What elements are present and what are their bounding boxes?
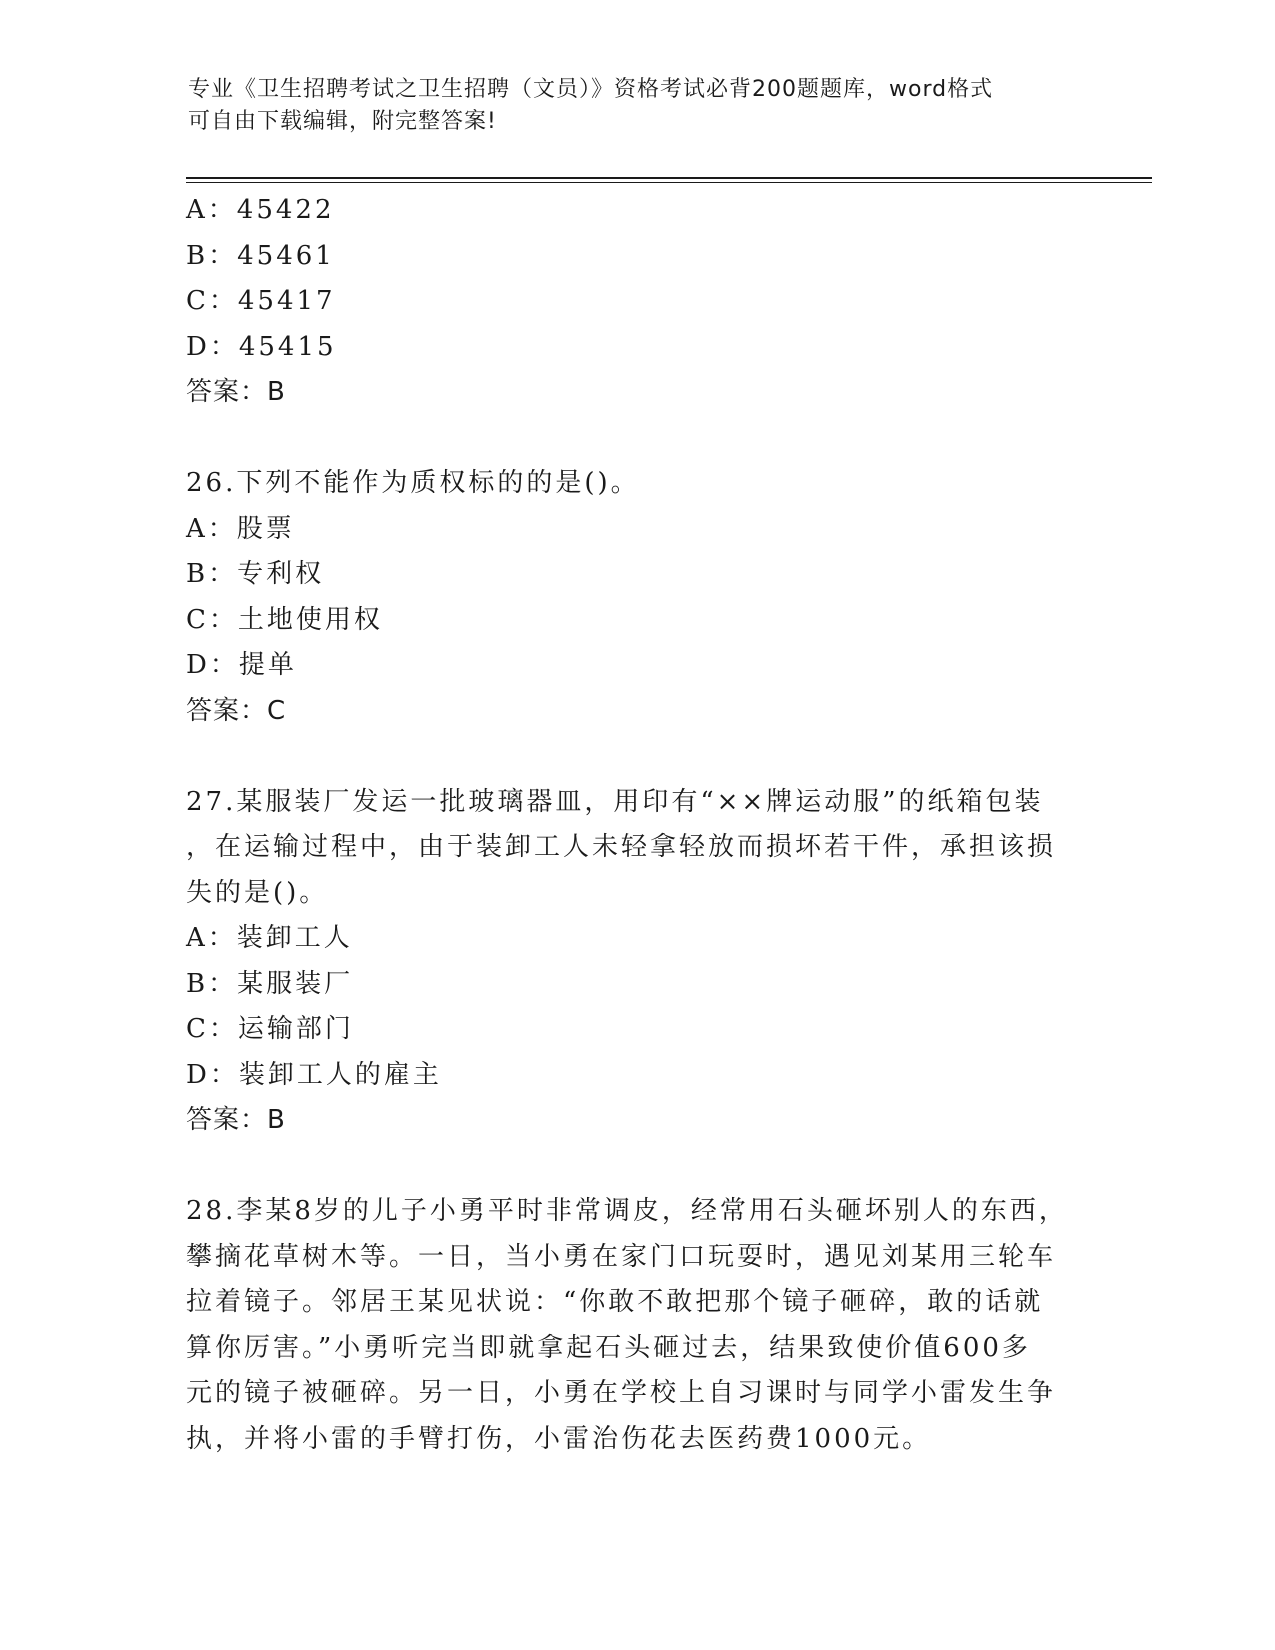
question-28 xyxy=(186,1189,1086,1462)
spacer xyxy=(186,1144,1086,1190)
spacer xyxy=(186,416,1086,462)
option-c: C：运输部门 xyxy=(186,1014,354,1044)
option-c: C：45417 xyxy=(186,286,336,316)
stem-line: ，在运输过程中，由于装卸工人未轻拿轻放而损坏若干件，承担该损 xyxy=(186,832,1057,862)
stem-line: 28.李某8岁的儿子小勇平时非常调皮，经常用石头砸坏别人的东西， xyxy=(186,1196,1068,1226)
option-b: B：某服装厂 xyxy=(186,968,354,999)
question-stem: 26.下列不能作为质权标的的是()。 xyxy=(186,468,640,498)
question-25-tail xyxy=(186,188,1086,416)
question-stem xyxy=(186,780,1086,917)
stem-line: 失的是()。 xyxy=(186,877,329,908)
question-stem xyxy=(186,1189,1086,1462)
stem-line: 27.某服装厂发运一批玻璃器皿，用印有“××牌运动服”的纸箱包装 xyxy=(186,786,1044,817)
option-d: D：装卸工人的雇主 xyxy=(186,1059,442,1090)
stem-line: 攀摘花草树木等。一日，当小勇在家门口玩耍时，遇见刘某用三轮车 xyxy=(186,1241,1057,1272)
document-body xyxy=(186,188,1086,1462)
answer-line: 答案：B xyxy=(186,377,286,407)
option-d: D：45415 xyxy=(186,331,337,362)
option-a: A：45422 xyxy=(186,195,335,225)
option-b: B：专利权 xyxy=(186,559,325,589)
option-d: D：提单 xyxy=(186,650,297,680)
header-line-2: 可自由下载编辑，附完整答案! xyxy=(188,109,497,134)
option-c: C：土地使用权 xyxy=(186,604,383,635)
spacer xyxy=(186,734,1086,780)
stem-line: 拉着镜子。邻居王某见状说：“你敢不敢把那个镜子砸碎，敢的话就 xyxy=(186,1287,1044,1317)
answer-line: 答案：B xyxy=(186,1105,286,1135)
option-a: A：装卸工人 xyxy=(186,923,353,953)
option-a: A：股票 xyxy=(186,513,295,544)
document-header xyxy=(188,74,1068,138)
question-26 xyxy=(186,461,1086,734)
question-27 xyxy=(186,780,1086,1144)
stem-line: 执，并将小雷的手臂打伤，小雷治伤花去医药费1000元。 xyxy=(186,1423,932,1454)
stem-line: 元的镜子被砸碎。另一日，小勇在学校上自习课时与同学小雷发生争 xyxy=(186,1378,1057,1408)
stem-line: 算你厉害。”小勇听完当即就拿起石头砸过去，结果致使价值600多 xyxy=(186,1332,1031,1363)
answer-line: 答案：C xyxy=(186,695,287,726)
option-b: B：45461 xyxy=(186,240,335,271)
header-rule-thin xyxy=(186,182,1152,183)
header-rule-thick xyxy=(186,177,1152,179)
header-line-1: 专业《卫生招聘考试之卫生招聘（文员）》资格考试必背200题题库，word格式 xyxy=(188,77,994,102)
